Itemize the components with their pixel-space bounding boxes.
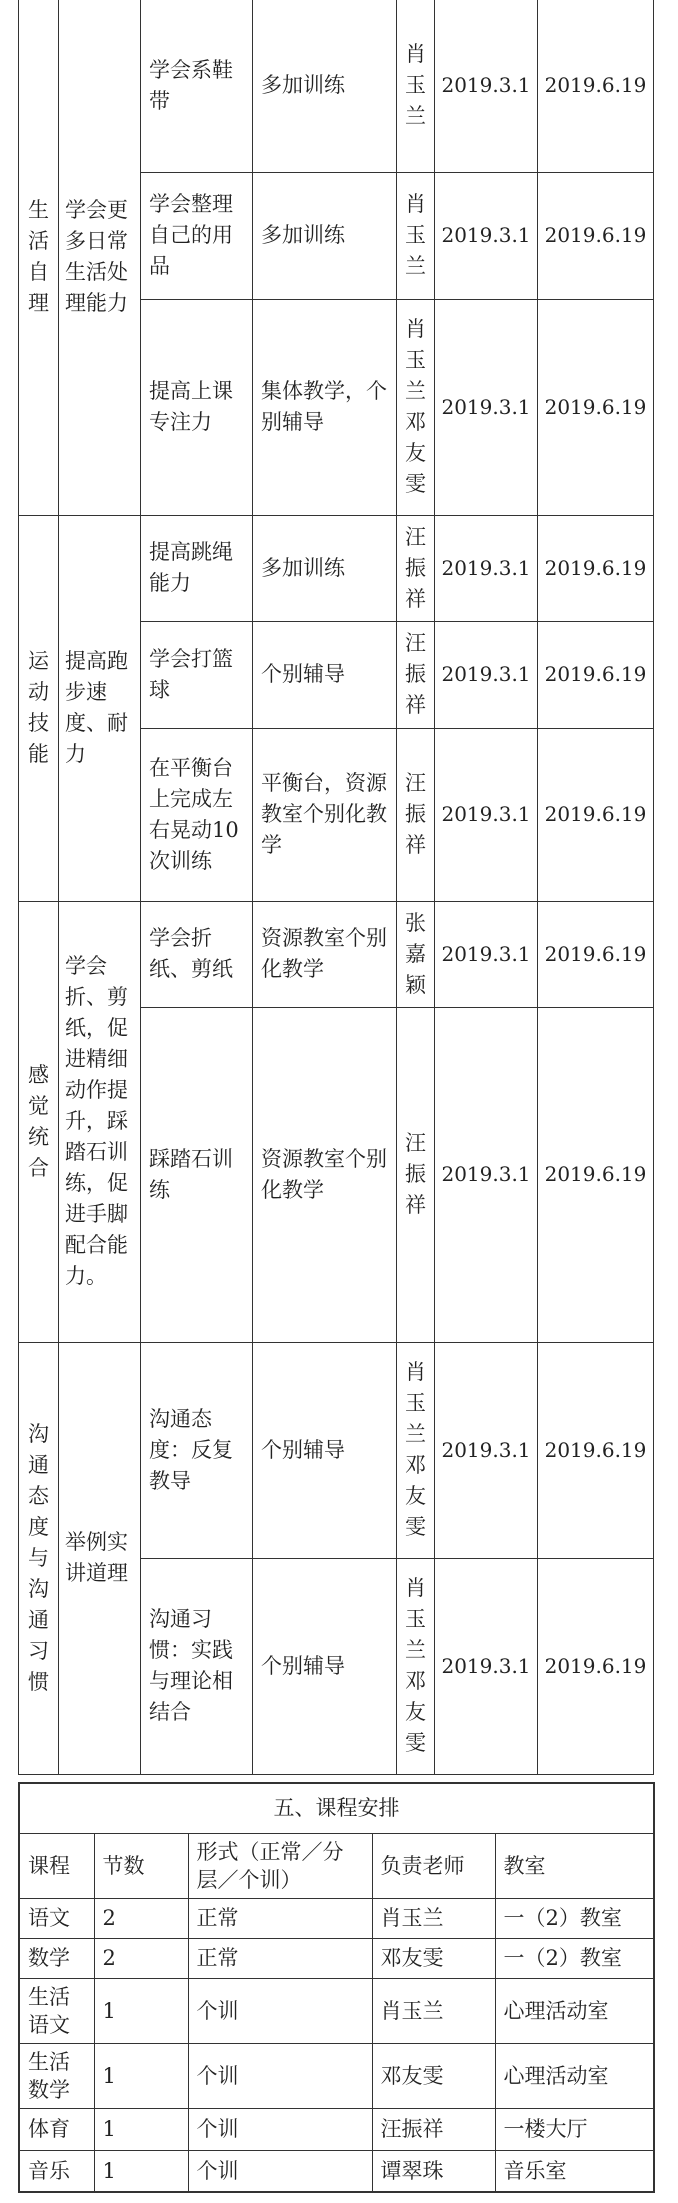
teacher-cell: 肖玉兰 邓友雯	[397, 299, 435, 515]
column-header: 形式（正常／分层／个训）	[188, 1833, 372, 1898]
table-row	[19, 2043, 654, 2108]
teacher-cell: 邓友雯	[372, 1938, 495, 1978]
content-cell: 学会折纸、剪纸	[141, 901, 253, 1007]
method-cell: 资源教室个别化教学	[253, 1007, 397, 1342]
method-cell: 多加训练	[253, 0, 397, 172]
room-cell: 一（2）教室	[495, 1898, 654, 1938]
teacher-cell: 张嘉颖	[397, 901, 435, 1007]
method-cell: 平衡台，资源教室个别化教学	[253, 728, 397, 901]
start-date-cell: 2019.3.1	[435, 0, 538, 172]
table-row	[19, 2108, 654, 2150]
teacher-cell: 汪振祥	[397, 621, 435, 728]
column-header: 负责老师	[372, 1833, 495, 1898]
start-date-cell: 2019.3.1	[435, 172, 538, 299]
sessions-cell: 1	[94, 1978, 188, 2043]
method-cell: 集体教学，个别辅导	[253, 299, 397, 515]
content-cell: 沟通态度：反复教导	[141, 1342, 253, 1558]
room-cell: 音乐室	[495, 2150, 654, 2192]
course-cell: 数学	[19, 1938, 94, 1978]
column-header: 教室	[495, 1833, 654, 1898]
teacher-cell: 邓友雯	[372, 2043, 495, 2108]
content-cell: 提高上课专注力	[141, 299, 253, 515]
table-row	[19, 2150, 654, 2192]
sessions-cell: 2	[94, 1898, 188, 1938]
domain-cell: 感觉统合	[19, 901, 59, 1342]
teacher-cell: 肖玉兰 邓友雯	[397, 1558, 435, 1774]
format-cell: 正常	[188, 1898, 372, 1938]
format-cell: 个训	[188, 2150, 372, 2192]
content-cell: 沟通习惯：实践与理论相结合	[141, 1558, 253, 1774]
table-title-row	[19, 1783, 654, 1833]
end-date-cell: 2019.6.19	[538, 1558, 654, 1774]
room-cell: 一（2）教室	[495, 1938, 654, 1978]
start-date-cell: 2019.3.1	[435, 728, 538, 901]
table-header-row	[19, 1833, 654, 1898]
course-cell: 音乐	[19, 2150, 94, 2192]
start-date-cell: 2019.3.1	[435, 1007, 538, 1342]
end-date-cell: 2019.6.19	[538, 172, 654, 299]
teacher-cell: 肖玉兰 邓友雯	[397, 1342, 435, 1558]
start-date-cell: 2019.3.1	[435, 621, 538, 728]
room-cell: 心理活动室	[495, 1978, 654, 2043]
start-date-cell: 2019.3.1	[435, 1558, 538, 1774]
teacher-cell: 肖玉兰	[397, 0, 435, 172]
table-row	[19, 1938, 654, 1978]
method-cell: 个别辅导	[253, 1558, 397, 1774]
table-row	[19, 901, 654, 1007]
table-row	[19, 515, 654, 621]
sessions-cell: 1	[94, 2043, 188, 2108]
course-cell: 语文	[19, 1898, 94, 1938]
format-cell: 个训	[188, 2108, 372, 2150]
course-cell: 生活数学	[19, 2043, 94, 2108]
domain-cell: 生活自理	[19, 0, 59, 515]
start-date-cell: 2019.3.1	[435, 515, 538, 621]
column-header: 节数	[94, 1833, 188, 1898]
content-cell: 学会系鞋带	[141, 0, 253, 172]
content-cell: 踩踏石训练	[141, 1007, 253, 1342]
content-cell: 在平衡台上完成左右晃动10次训练	[141, 728, 253, 901]
goal-cell: 提高跑步速度、耐力	[59, 515, 141, 901]
start-date-cell: 2019.3.1	[435, 901, 538, 1007]
goal-cell: 举例实讲道理	[59, 1342, 141, 1774]
goal-cell: 学会折、剪纸，促进精细动作提升，踩踏石训练，促进手脚配合能力。	[59, 901, 141, 1342]
iep-plan-table	[18, 0, 654, 1775]
start-date-cell: 2019.3.1	[435, 299, 538, 515]
sessions-cell: 1	[94, 2150, 188, 2192]
content-cell: 提高跳绳能力	[141, 515, 253, 621]
method-cell: 多加训练	[253, 172, 397, 299]
format-cell: 正常	[188, 1938, 372, 1978]
method-cell: 多加训练	[253, 515, 397, 621]
teacher-cell: 肖玉兰	[397, 172, 435, 299]
end-date-cell: 2019.6.19	[538, 515, 654, 621]
method-cell: 个别辅导	[253, 1342, 397, 1558]
course-cell: 体育	[19, 2108, 94, 2150]
domain-cell: 沟通态度与沟通习惯	[19, 1342, 59, 1774]
table-row	[19, 1978, 654, 2043]
table-row	[19, 1898, 654, 1938]
domain-cell: 运动技能	[19, 515, 59, 901]
end-date-cell: 2019.6.19	[538, 901, 654, 1007]
table-row	[19, 1342, 654, 1558]
content-cell: 学会打篮球	[141, 621, 253, 728]
start-date-cell: 2019.3.1	[435, 1342, 538, 1558]
end-date-cell: 2019.6.19	[538, 728, 654, 901]
method-cell: 资源教室个别化教学	[253, 901, 397, 1007]
section-title: 五、课程安排	[19, 1783, 654, 1833]
teacher-cell: 肖玉兰	[372, 1898, 495, 1938]
goal-cell: 学会更多日常生活处理能力	[59, 0, 141, 515]
course-schedule-table	[18, 1782, 655, 2193]
end-date-cell: 2019.6.19	[538, 1007, 654, 1342]
teacher-cell: 汪振祥	[397, 728, 435, 901]
teacher-cell: 谭翠珠	[372, 2150, 495, 2192]
column-header: 课程	[19, 1833, 94, 1898]
table-row	[19, 0, 654, 172]
teacher-cell: 汪振祥	[372, 2108, 495, 2150]
teacher-cell: 汪振祥	[397, 1007, 435, 1342]
method-cell: 个别辅导	[253, 621, 397, 728]
end-date-cell: 2019.6.19	[538, 299, 654, 515]
teacher-cell: 汪振祥	[397, 515, 435, 621]
end-date-cell: 2019.6.19	[538, 1342, 654, 1558]
format-cell: 个训	[188, 2043, 372, 2108]
room-cell: 一楼大厅	[495, 2108, 654, 2150]
format-cell: 个训	[188, 1978, 372, 2043]
teacher-cell: 肖玉兰	[372, 1978, 495, 2043]
sessions-cell: 2	[94, 1938, 188, 1978]
sessions-cell: 1	[94, 2108, 188, 2150]
room-cell: 心理活动室	[495, 2043, 654, 2108]
end-date-cell: 2019.6.19	[538, 621, 654, 728]
content-cell: 学会整理自己的用品	[141, 172, 253, 299]
end-date-cell: 2019.6.19	[538, 0, 654, 172]
course-cell: 生活语文	[19, 1978, 94, 2043]
